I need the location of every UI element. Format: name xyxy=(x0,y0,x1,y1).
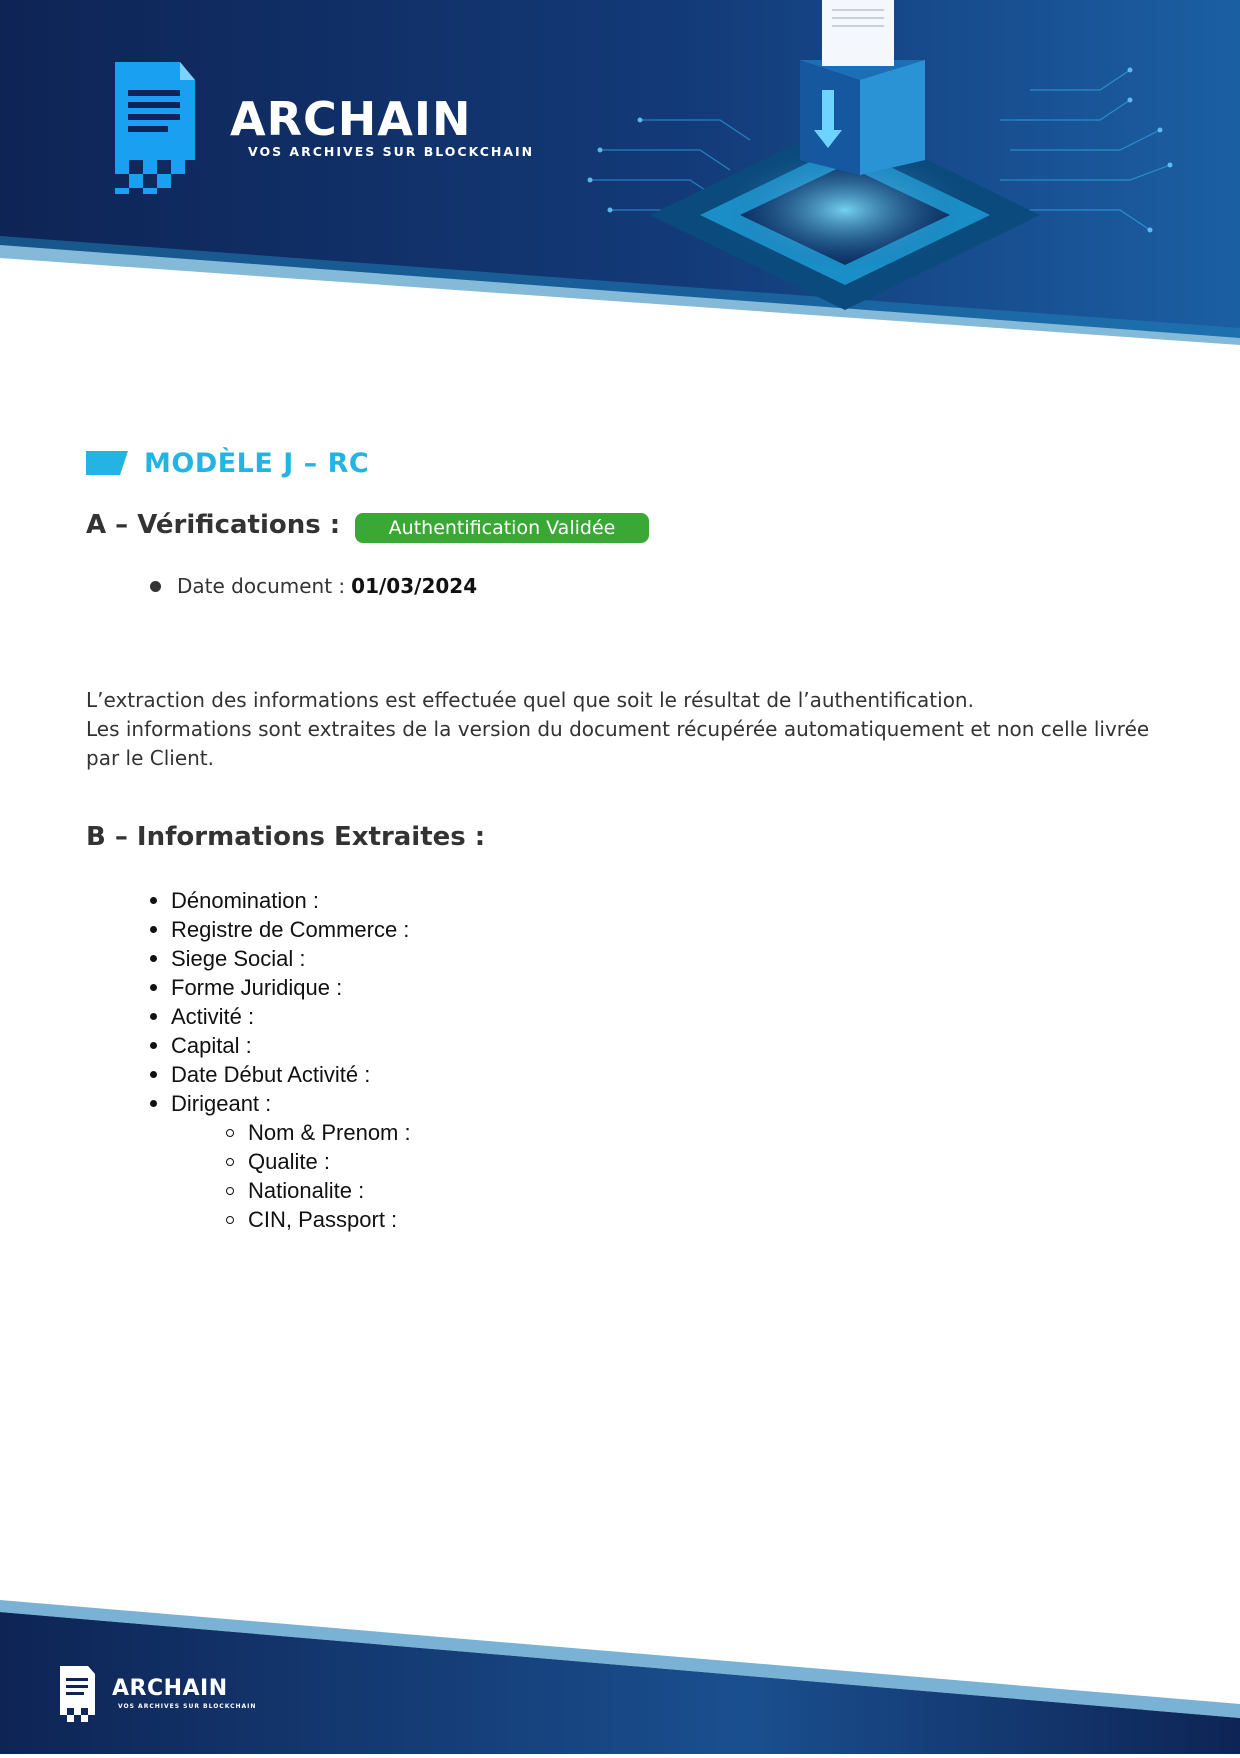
bullet-icon xyxy=(150,581,161,592)
field-date-debut: Date Début Activité : xyxy=(171,1061,371,1087)
page-footer xyxy=(0,1600,1240,1754)
footer-brand-name: ARCHAIN xyxy=(112,1676,228,1701)
bullet-icon xyxy=(150,1071,157,1078)
footer-brand-tagline: VOS ARCHIVES SUR BLOCKCHAIN xyxy=(118,1703,257,1710)
extraction-note xyxy=(86,686,1166,773)
auth-status-badge: Authentification Validée xyxy=(355,513,649,543)
circle-bullet-icon xyxy=(226,1158,234,1166)
circle-bullet-icon xyxy=(226,1187,234,1195)
note-line-1: L’extraction des informations est effectuée quel que soit le résultat de l’authentification. xyxy=(86,688,974,712)
date-label: Date document : xyxy=(177,574,346,598)
list-item xyxy=(150,973,411,1002)
document-pixel-icon xyxy=(60,1666,95,1722)
field-denomination: Dénomination : xyxy=(171,887,319,913)
field-capital: Capital : xyxy=(171,1032,252,1058)
field-dirigeant: Dirigeant : xyxy=(171,1090,272,1116)
subfield-cin: CIN, Passport : xyxy=(248,1206,398,1232)
date-value: 01/03/2024 xyxy=(351,574,478,598)
bullet-icon xyxy=(150,926,157,933)
bullet-icon xyxy=(150,1100,157,1107)
list-item xyxy=(150,1089,411,1118)
field-siege: Siege Social : xyxy=(171,945,306,971)
list-item xyxy=(150,915,411,944)
bullet-icon xyxy=(150,1013,157,1020)
note-line-2: Les informations sont extraites de la version du document récupérée automatiquement et non celle livrée par le Client. xyxy=(86,717,1150,770)
extracted-fields-list xyxy=(150,886,411,1234)
bullet-icon xyxy=(150,955,157,962)
field-activite: Activité : xyxy=(171,1003,255,1029)
circle-bullet-icon xyxy=(226,1216,234,1224)
subfield-nationalite: Nationalite : xyxy=(248,1177,365,1203)
date-document-row xyxy=(150,574,477,598)
model-heading xyxy=(86,443,369,483)
bullet-icon xyxy=(150,984,157,991)
bullet-icon xyxy=(150,897,157,904)
sub-list-item xyxy=(226,1147,411,1176)
brand-name: ARCHAIN xyxy=(230,92,472,146)
sub-list-item xyxy=(226,1205,411,1234)
sub-list-item xyxy=(226,1176,411,1205)
model-title: MODÈLE J – RC xyxy=(144,447,370,479)
flag-marker-icon xyxy=(86,451,128,475)
sub-list-item xyxy=(226,1118,411,1147)
circle-bullet-icon xyxy=(226,1129,234,1137)
list-item xyxy=(150,1060,411,1089)
list-item xyxy=(150,1031,411,1060)
subfield-nom: Nom & Prenom : xyxy=(248,1119,411,1145)
subfield-qualite: Qualite : xyxy=(248,1148,330,1174)
field-registre: Registre de Commerce : xyxy=(171,916,410,942)
bullet-icon xyxy=(150,1042,157,1049)
list-item xyxy=(150,886,411,915)
field-forme: Forme Juridique : xyxy=(171,974,343,1000)
list-item xyxy=(150,944,411,973)
section-b-title: B – Informations Extraites : xyxy=(86,822,486,852)
brand-tagline: VOS ARCHIVES SUR BLOCKCHAIN xyxy=(248,144,535,159)
list-item xyxy=(150,1002,411,1031)
section-a-title: A – Vérifications : xyxy=(86,510,341,540)
